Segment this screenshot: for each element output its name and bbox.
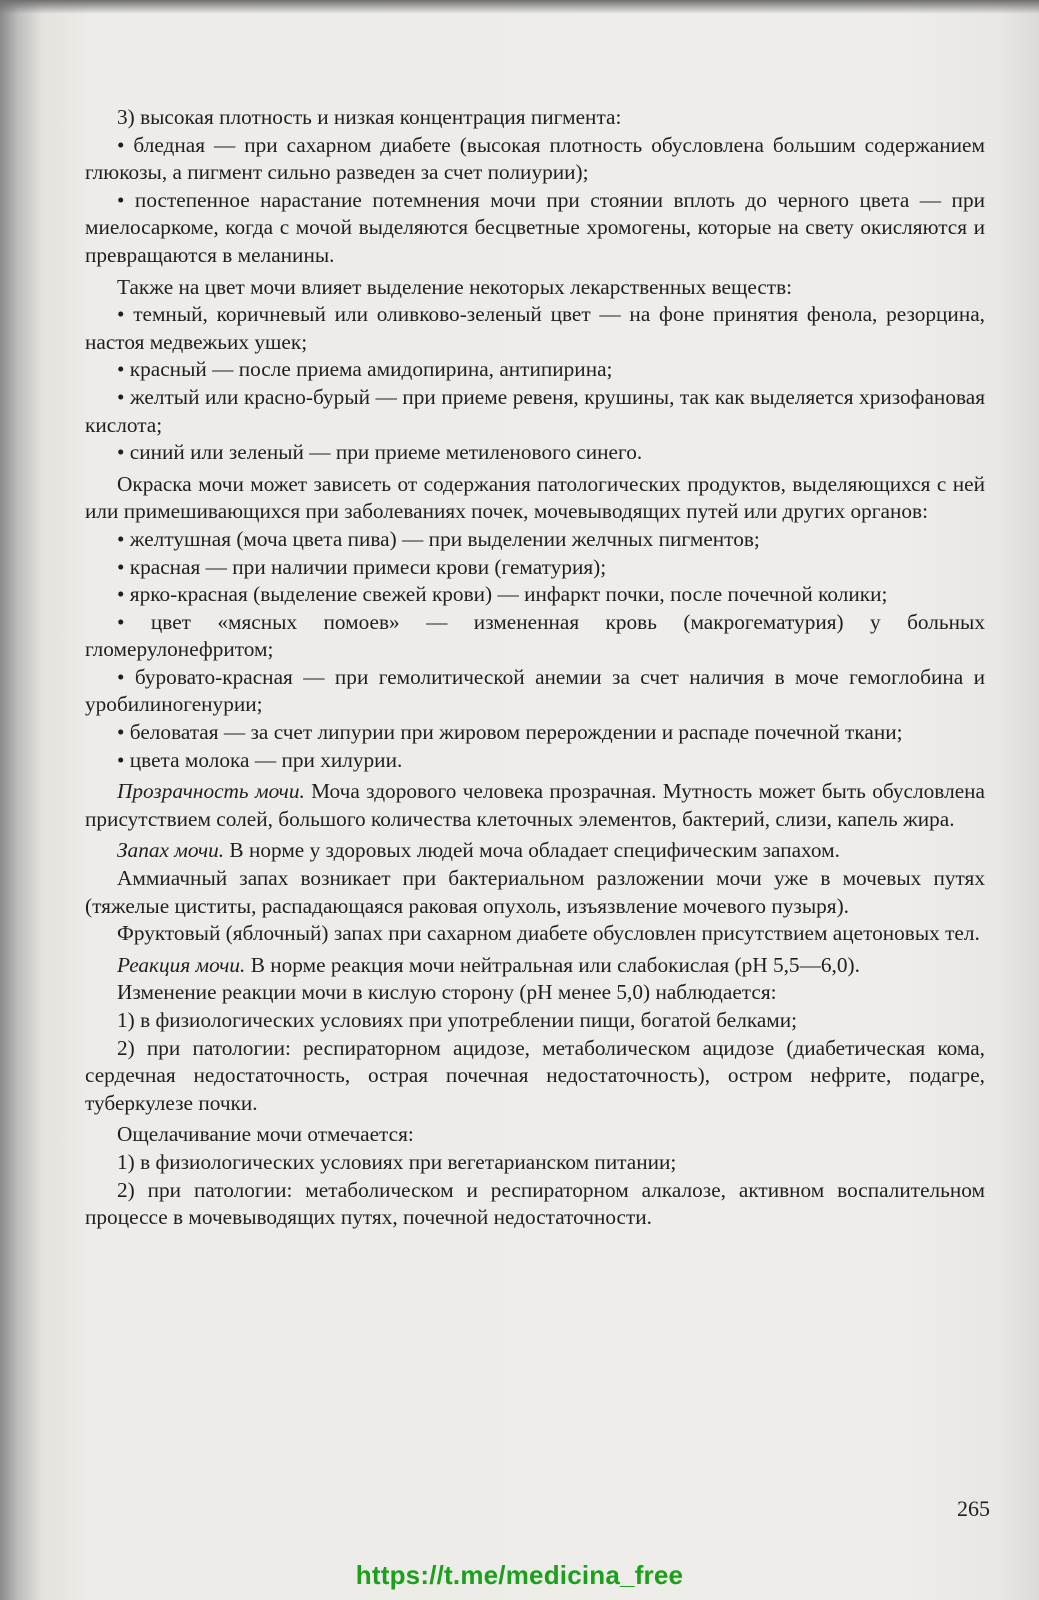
- top-edge-shadow: [0, 0, 1039, 14]
- paragraph: • красная — при наличии примеси крови (гематурия);: [117, 554, 607, 579]
- paragraph: [85, 952, 985, 980]
- paragraph: • цвет «мясных помоев» — измененная кровь (макрогематурия) у больных гломерулонефритом;: [85, 609, 985, 662]
- paragraph: Окраска мочи может зависеть от содержания патологических продуктов, выделяющихся с ней или примешивающихся при заболеваниях почек, мочевыводящих путей или других органов:: [85, 471, 985, 524]
- paragraph: • цвета молока — при хилурии.: [117, 747, 403, 772]
- paragraph: Фруктовый (яблочный) запах при сахарном диабете обусловлен присутствием ацетоновых тел.: [117, 921, 980, 946]
- paragraph-lead: Реакция мочи.: [117, 952, 246, 977]
- paragraph-body: В норме у здоровых людей моча обладает специфическим запахом.: [224, 838, 840, 863]
- paragraph: 1) в физиологических условиях при употреблении пищи, богатой белками;: [117, 1008, 798, 1032]
- page-number: 265: [957, 1496, 990, 1521]
- page-text: [85, 104, 985, 1232]
- paragraph: 2) при патологии: респираторном ацидозе, метаболическом ацидозе (диабетическая кома, сердечная недостаточность, острая почечная недостаточность), остром нефрите, подагре, туберкулезе почки.: [85, 1035, 985, 1115]
- paragraph: • темный, коричневый или оливково-зеленый цвет — на фоне принятия фенола, резорцина, настоя медвежьих ушек;: [85, 302, 985, 354]
- paragraph: 3) высокая плотность и низкая концентрация пигмента:: [117, 105, 622, 129]
- paragraph: 2) при патологии: метаболическом и респираторном алкалозе, активном воспалительном процессе в мочевыводящих путях, почечной недостаточности.: [85, 1177, 985, 1230]
- paragraph: [85, 778, 985, 833]
- paragraph: • буровато-красная — при гемолитической анемии за счет наличия в моче гемоглобина и уробилиногенурии;: [85, 664, 985, 717]
- paragraph: • постепенное нарастание потемнения мочи при стоянии вплоть до черного цвета — при миелосаркоме, когда с мочой выделяются бесцветные хромогены, которые на свету окисляются и превращаются в меланины.: [85, 187, 985, 267]
- paragraph: Ощелачивание мочи отмечается:: [117, 1122, 414, 1147]
- paragraph-lead: Запах мочи.: [117, 838, 225, 863]
- paragraph: • беловатая — за счет липурии при жировом перерождении и распаде почечной ткани;: [117, 720, 903, 745]
- paragraph: Изменение реакции мочи в кислую сторону (рН менее 5,0) наблюдается:: [117, 980, 777, 1005]
- paragraph-body: Моча здорового человека прозрачная. Мутность может быть обусловлена присутствием солей, большого количества клеточных элементов, бактерий, слизи, капель жира.: [85, 779, 985, 831]
- paragraph: • желтый или красно-бурый — при приеме ревеня, крушины, так как выделяется хризофановая кислота;: [85, 384, 985, 437]
- paragraph: Аммиачный запах возникает при бактериальном разложении мочи уже в мочевых путях (тяжелые циститы, распадающаяся раковая опухоль, изъязвление мочевого пузыря).: [85, 866, 985, 918]
- paragraph: • красный — после приема амидопирина, антипирина;: [117, 357, 613, 382]
- paragraph: • бледная — при сахарном диабете (высокая плотность обусловлена большим содержанием глюкозы, а пигмент сильно разведен за счет полиурии);: [85, 132, 985, 185]
- paragraph: [85, 837, 985, 865]
- paragraph: • желтушная (моча цвета пива) — при выделении желчных пигментов;: [117, 526, 760, 551]
- paragraph: • ярко-красная (выделение свежей крови) — инфаркт почки, после почечной колики;: [117, 582, 888, 607]
- paragraph: 1) в физиологических условиях при вегетарианском питании;: [117, 1149, 677, 1174]
- watermark-link[interactable]: https://t.me/medicina_free: [355, 1560, 684, 1590]
- paragraph-lead: Прозрачность мочи.: [117, 779, 305, 804]
- paragraph: • синий или зеленый — при приеме метиленового синего.: [117, 440, 643, 465]
- paragraph: Также на цвет мочи влияет выделение некоторых лекарственных веществ:: [117, 274, 793, 299]
- paragraph-body: В норме реакция мочи нейтральная или слабокислая (рН 5,5—6,0).: [245, 952, 860, 977]
